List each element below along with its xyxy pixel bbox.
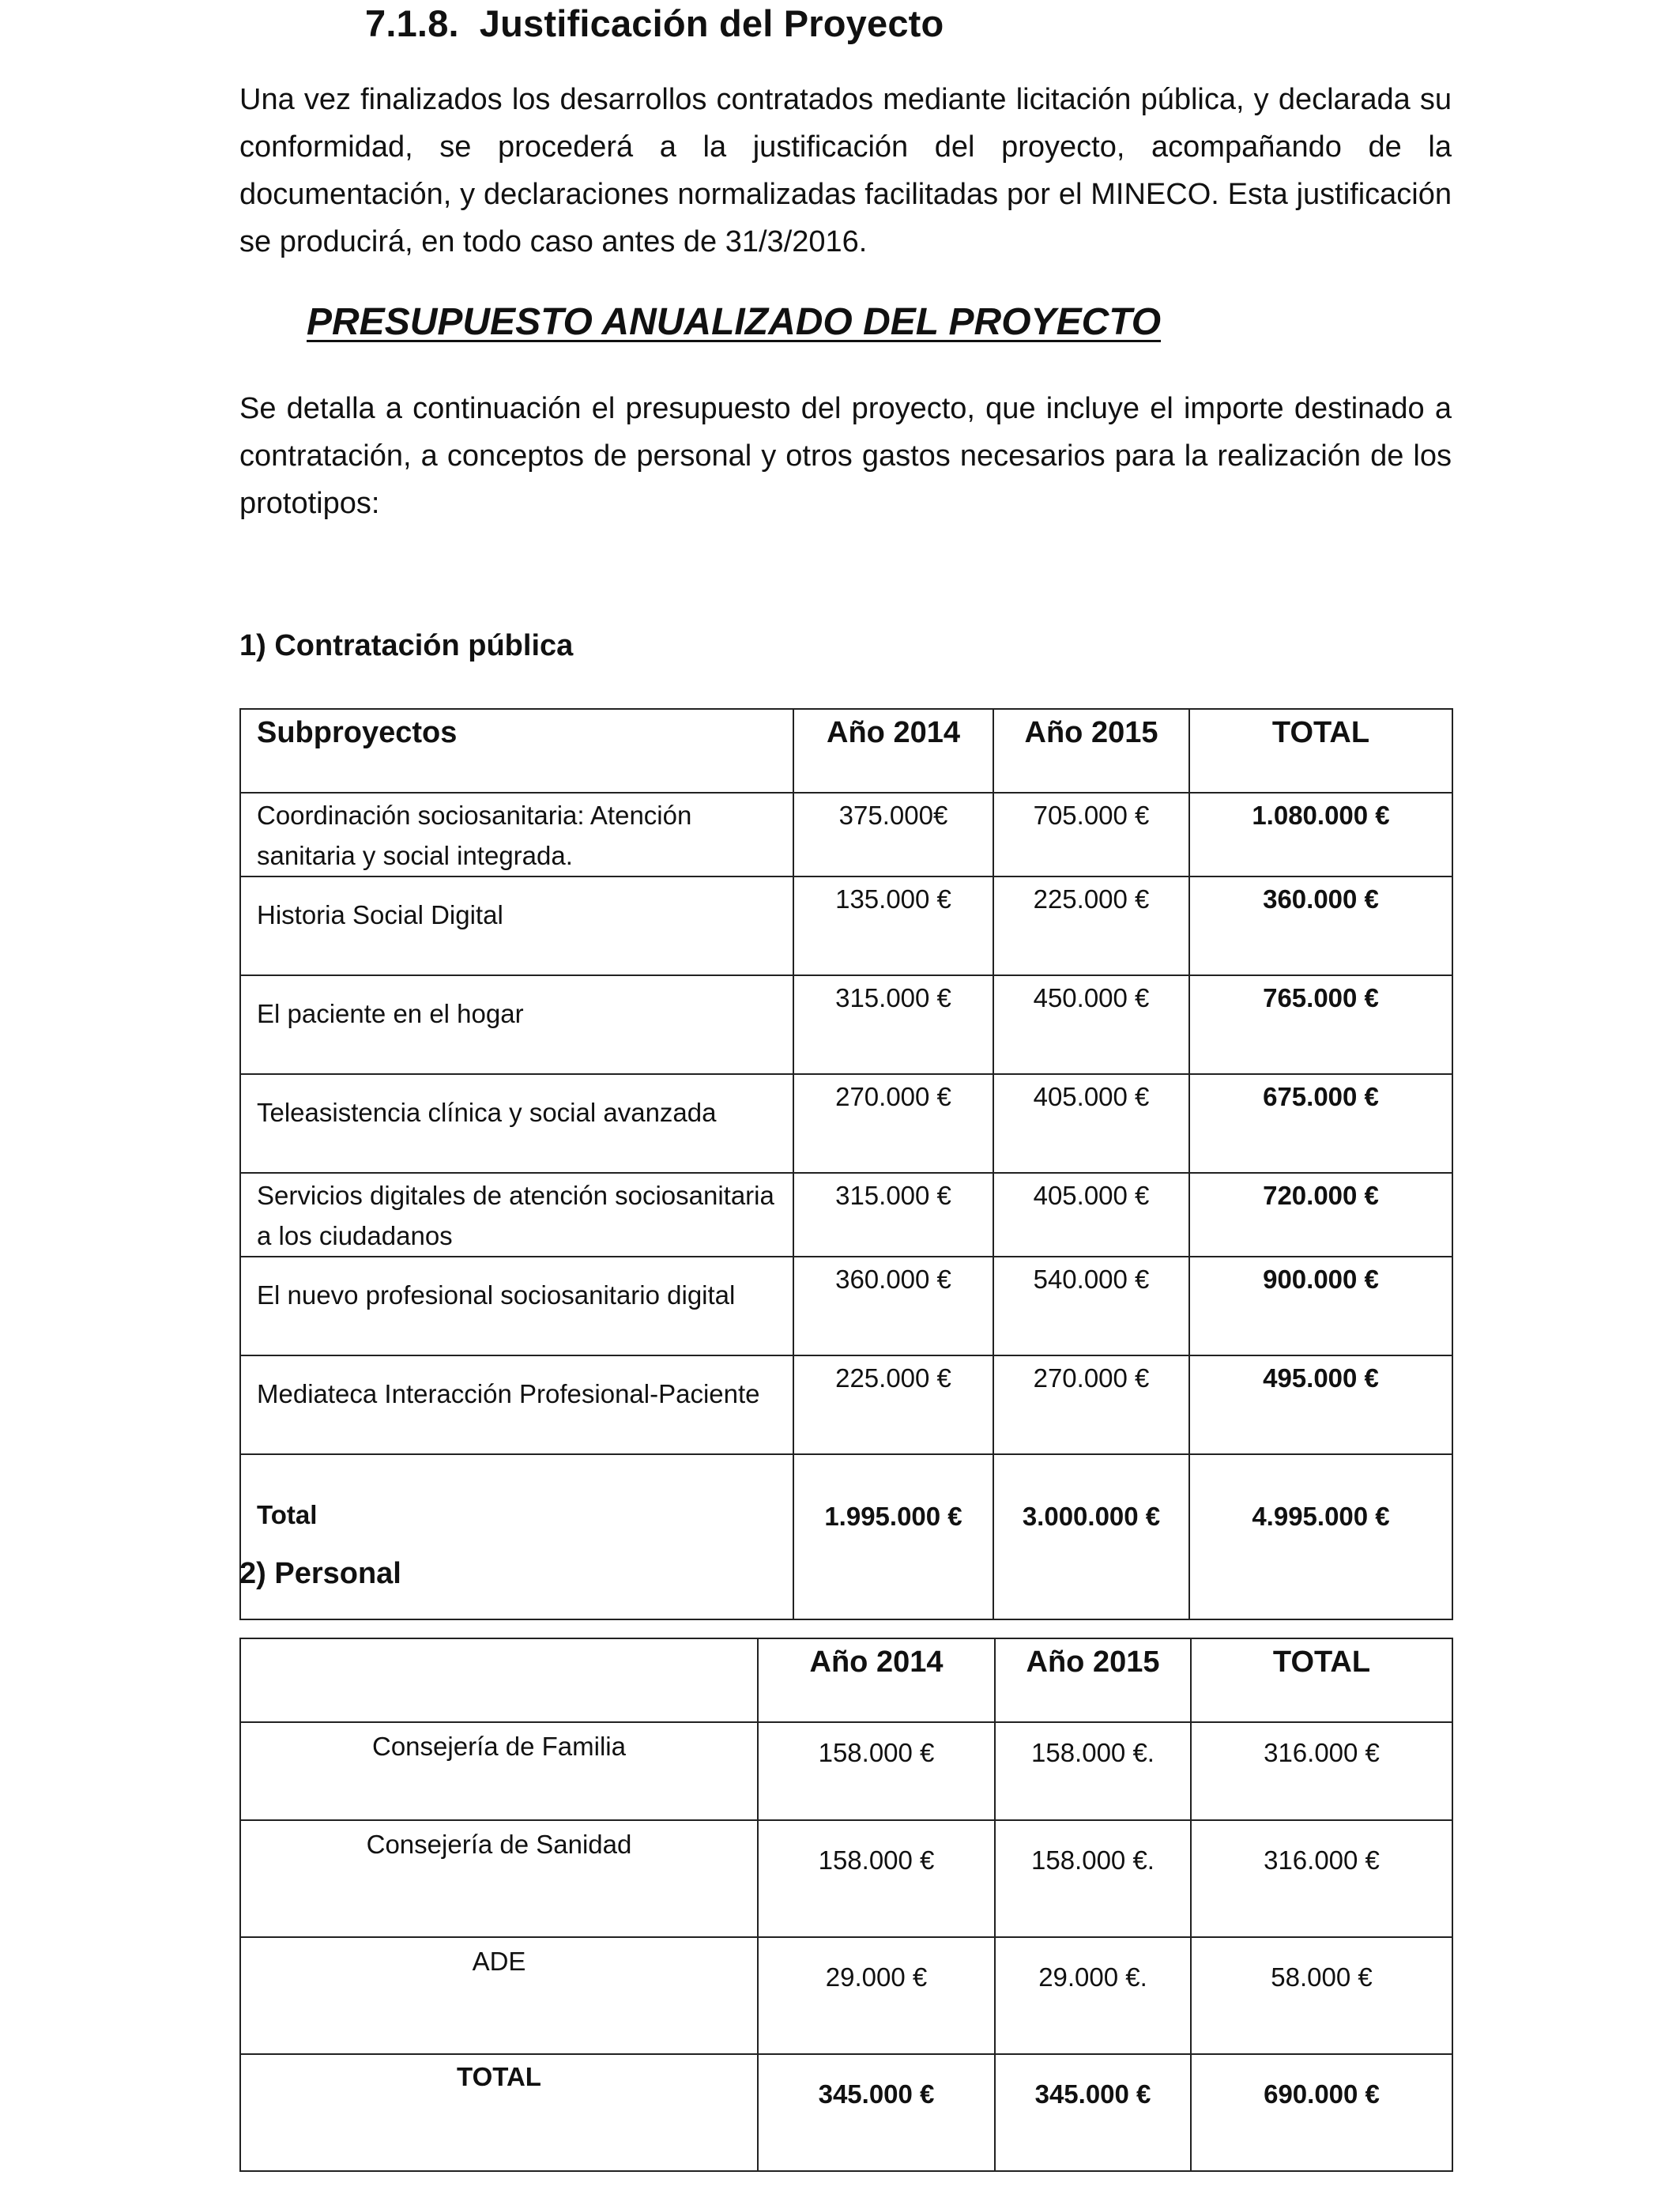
header-cell: Subproyectos [240,709,793,793]
department-name: ADE [240,1937,758,2054]
value-total: 495.000 € [1189,1355,1452,1454]
table-row [240,975,1452,1074]
value-2015: 158.000 €. [995,1820,1191,1937]
contratacion-title: 1) Contratación pública [239,629,574,662]
subproject-name: Teleasistencia clínica y social avanzada [240,1074,793,1173]
total-total: 4.995.000 € [1189,1454,1452,1619]
value-2014: 158.000 € [758,1722,995,1820]
subproject-name: Servicios digitales de atención sociosanitaria a los ciudadanos [240,1173,793,1257]
table-row [240,1257,1452,1355]
header-cell: Año 2015 [995,1638,1191,1722]
value-2015: 270.000 € [993,1355,1189,1454]
table-header-row [240,709,1452,793]
header-cell: TOTAL [1189,709,1452,793]
header-cell: Año 2014 [758,1638,995,1722]
section-title: Justificación del Proyecto [479,2,944,44]
value-2015: 405.000 € [993,1173,1189,1257]
total-label: Total [240,1454,793,1619]
budget-paragraph: Se detalla a continuación el presupuesto del proyecto, que incluye el importe destinado a contratación, a conceptos de personal y otros gastos necesarios para la realización de los prototipos: [239,392,1452,520]
department-name: Consejería de Sanidad [240,1820,758,1937]
value-2014: 315.000 € [793,1173,993,1257]
total-2015: 3.000.000 € [993,1454,1189,1619]
section-heading [365,2,944,45]
total-2014: 345.000 € [758,2054,995,2171]
value-total: 900.000 € [1189,1257,1452,1355]
personal-title: 2) Personal [239,1557,401,1590]
value-2015: 29.000 €. [995,1937,1191,2054]
value-2014: 315.000 € [793,975,993,1074]
total-label: TOTAL [240,2054,758,2171]
personal-table [239,1638,1453,2172]
table-row [240,876,1452,975]
header-cell: Año 2015 [993,709,1189,793]
value-total: 316.000 € [1191,1820,1452,1937]
contratacion-table [239,708,1453,1620]
value-2014: 225.000 € [793,1355,993,1454]
table-total-row [240,1454,1452,1619]
header-cell: Año 2014 [793,709,993,793]
value-2015: 450.000 € [993,975,1189,1074]
value-2014: 29.000 € [758,1937,995,2054]
total-total: 690.000 € [1191,2054,1452,2171]
subproject-name: Coordinación sociosanitaria: Atención sanitaria y social integrada. [240,793,793,876]
value-2014: 375.000€ [793,793,993,876]
value-2015: 158.000 €. [995,1722,1191,1820]
value-total: 675.000 € [1189,1074,1452,1173]
header-cell [240,1638,758,1722]
table-row [240,1937,1452,2054]
table-row [240,1722,1452,1820]
budget-title: PRESUPUESTO ANUALIZADO DEL PROYECTO [307,301,1162,343]
subproject-name: El nuevo profesional sociosanitario digital [240,1257,793,1355]
section-number: 7.1.8. [365,2,459,44]
value-total: 1.080.000 € [1189,793,1452,876]
justification-paragraph: Una vez finalizados los desarrollos contratados mediante licitación pública, y declarada su conformidad, se procederá a la justificación del proyecto, acompañando de la documentación, y declaraciones normalizadas facilitadas por el MINECO. Esta justificación se producirá, en todo caso antes de 31/3/2016. [239,83,1452,258]
value-total: 58.000 € [1191,1937,1452,2054]
table-row [240,793,1452,876]
table-total-row [240,2054,1452,2171]
value-total: 316.000 € [1191,1722,1452,1820]
value-total: 360.000 € [1189,876,1452,975]
value-2015: 705.000 € [993,793,1189,876]
value-2014: 158.000 € [758,1820,995,1937]
table-row [240,1355,1452,1454]
value-2015: 405.000 € [993,1074,1189,1173]
total-2015: 345.000 € [995,2054,1191,2171]
table-header-row [240,1638,1452,1722]
table-row [240,1074,1452,1173]
value-2015: 225.000 € [993,876,1189,975]
header-cell: TOTAL [1191,1638,1452,1722]
value-total: 720.000 € [1189,1173,1452,1257]
table-row [240,1820,1452,1937]
total-2014: 1.995.000 € [793,1454,993,1619]
subproject-name: El paciente en el hogar [240,975,793,1074]
table-row [240,1173,1452,1257]
value-2015: 540.000 € [993,1257,1189,1355]
department-name: Consejería de Familia [240,1722,758,1820]
subproject-name: Historia Social Digital [240,876,793,975]
value-2014: 360.000 € [793,1257,993,1355]
subproject-name: Mediateca Interacción Profesional-Paciente [240,1355,793,1454]
value-2014: 135.000 € [793,876,993,975]
value-total: 765.000 € [1189,975,1452,1074]
value-2014: 270.000 € [793,1074,993,1173]
